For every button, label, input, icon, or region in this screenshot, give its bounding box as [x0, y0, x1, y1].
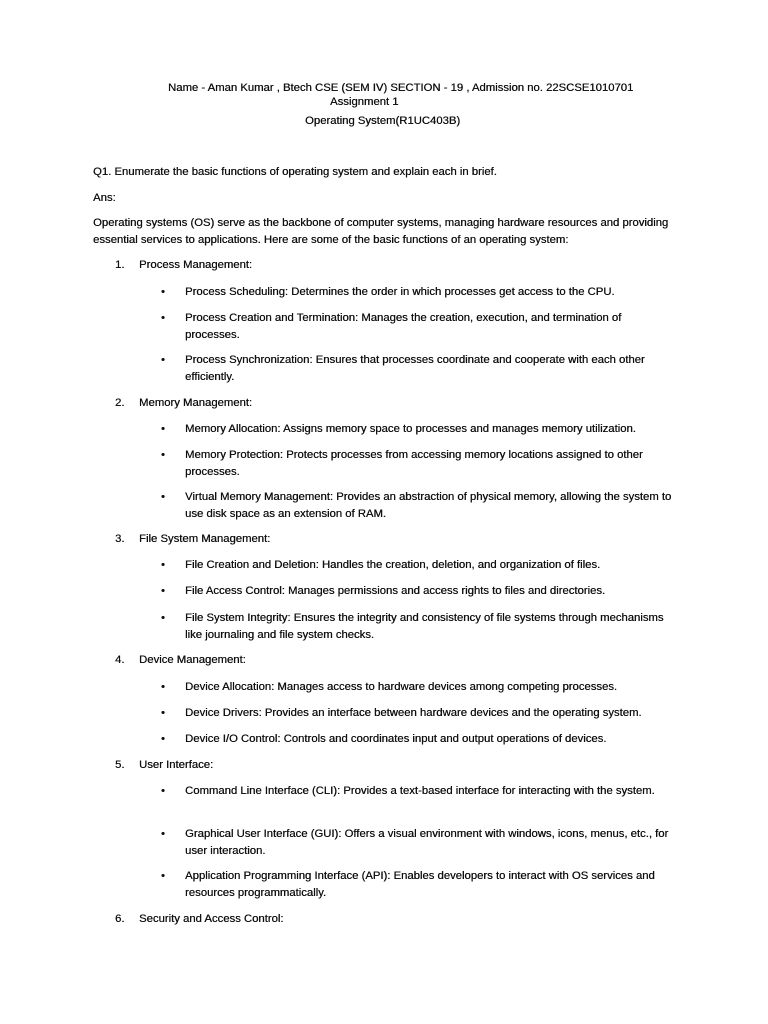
- bullet-icon: •: [161, 785, 165, 797]
- bullet-icon: •: [161, 585, 165, 597]
- bullet-icon: •: [161, 491, 165, 503]
- bullet-icon: •: [161, 286, 165, 298]
- bullet-icon: •: [161, 354, 165, 366]
- list-item: Process Synchronization: Ensures that processes coordinate and cooperate with each other efficiently.: [185, 354, 645, 383]
- list-item: Memory Allocation: Assigns memory space to processes and manages memory utilization.: [185, 423, 636, 435]
- bullet-icon: •: [161, 312, 165, 324]
- bullet-icon: •: [161, 733, 165, 745]
- list-item: Graphical User Interface (GUI): Offers a visual environment with windows, icons, menus, etc., for user interaction.: [185, 828, 669, 857]
- bullet-icon: •: [161, 870, 165, 882]
- list-item: Device I/O Control: Controls and coordinates input and output operations of devices.: [185, 733, 607, 745]
- answer-label: Ans:: [93, 192, 116, 204]
- question-text: Q1. Enumerate the basic functions of operating system and explain each in brief.: [93, 166, 497, 178]
- section-number: 1.: [115, 259, 125, 271]
- list-item: File System Integrity: Ensures the integrity and consistency of file systems through mechanisms like journaling and file system checks.: [185, 612, 664, 641]
- bullet-icon: •: [161, 612, 165, 624]
- section-title: File System Management:: [139, 533, 271, 545]
- section-title: Security and Access Control:: [139, 913, 284, 925]
- section-number: 2.: [115, 397, 125, 409]
- list-item: Device Drivers: Provides an interface between hardware devices and the operating system.: [185, 707, 642, 719]
- bullet-icon: •: [161, 449, 165, 461]
- list-item: Process Scheduling: Determines the order in which processes get access to the CPU.: [185, 286, 615, 298]
- bullet-icon: •: [161, 681, 165, 693]
- list-item: Application Programming Interface (API): Enables developers to interact with OS services and resources programmatically.: [185, 870, 655, 899]
- section-title: Device Management:: [139, 654, 246, 666]
- list-item: File Creation and Deletion: Handles the creation, deletion, and organization of files.: [185, 559, 601, 571]
- section-number: 5.: [115, 759, 125, 771]
- bullet-icon: •: [161, 559, 165, 571]
- list-item: File Access Control: Manages permissions and access rights to files and directories.: [185, 585, 606, 597]
- list-item: Process Creation and Termination: Manages the creation, execution, and termination of processes.: [185, 312, 622, 341]
- section-title: Memory Management:: [139, 397, 253, 409]
- list-item: Device Allocation: Manages access to hardware devices among competing processes.: [185, 681, 618, 693]
- header-student-info: Name - Aman Kumar , Btech CSE (SEM IV) SECTION - 19 , Admission no. 22SCSE1010701: [168, 82, 634, 94]
- list-item: Command Line Interface (CLI): Provides a text-based interface for interacting with the system.: [185, 785, 655, 797]
- section-title: User Interface:: [139, 759, 214, 771]
- list-item: Virtual Memory Management: Provides an abstraction of physical memory, allowing the system to use disk space as an extension of RAM.: [185, 491, 672, 520]
- answer-intro-paragraph: Operating systems (OS) serve as the backbone of computer systems, managing hardware resources and providing essential services to applications. Here are some of the basic functions of an operating system:: [93, 217, 669, 246]
- bullet-icon: •: [161, 828, 165, 840]
- list-item: Memory Protection: Protects processes from accessing memory locations assigned to other processes.: [185, 449, 643, 478]
- bullet-icon: •: [161, 707, 165, 719]
- section-title: Process Management:: [139, 259, 253, 271]
- section-number: 4.: [115, 654, 125, 666]
- header-assignment-title: Assignment 1: [330, 96, 399, 108]
- header-course-title: Operating System(R1UC403B): [305, 115, 461, 127]
- bullet-icon: •: [161, 423, 165, 435]
- section-number: 6.: [115, 913, 125, 925]
- section-number: 3.: [115, 533, 125, 545]
